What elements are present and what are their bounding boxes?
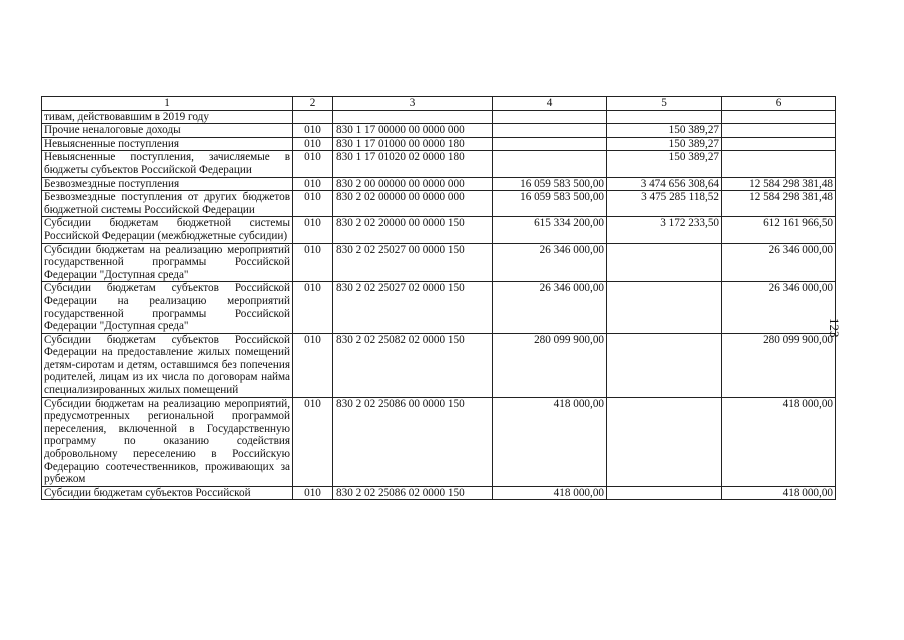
row-name-cell: Субсидии бюджетам бюджетной системы Российской Федерации (межбюджетные субсидии) bbox=[42, 217, 293, 243]
row-code-cell: 010 bbox=[293, 177, 333, 191]
row-name-cell: Субсидии бюджетам на реализацию мероприятий государственной программы Российской Федерации "Доступная среда" bbox=[42, 243, 293, 282]
table-row bbox=[42, 486, 836, 500]
row-value-col4-cell bbox=[493, 110, 607, 124]
column-header-6: 6 bbox=[722, 97, 836, 111]
row-value-col6-cell bbox=[722, 137, 836, 151]
row-value-col5-cell bbox=[607, 110, 722, 124]
budget-table-body bbox=[42, 97, 836, 500]
row-value-col4-cell: 16 059 583 500,00 bbox=[493, 191, 607, 217]
row-value-col4-cell bbox=[493, 151, 607, 177]
row-value-col5-cell bbox=[607, 333, 722, 397]
row-value-col5-cell bbox=[607, 397, 722, 486]
column-header-5: 5 bbox=[607, 97, 722, 111]
row-value-col6-cell: 418 000,00 bbox=[722, 397, 836, 486]
budget-table bbox=[41, 96, 836, 500]
table-row bbox=[42, 191, 836, 217]
row-value-col4-cell: 615 334 200,00 bbox=[493, 217, 607, 243]
table-row bbox=[42, 124, 836, 138]
row-name-cell: тивам, действовавшим в 2019 году bbox=[42, 110, 293, 124]
row-code-cell: 010 bbox=[293, 217, 333, 243]
row-code-cell: 010 bbox=[293, 333, 333, 397]
table-row bbox=[42, 217, 836, 243]
row-code-cell bbox=[293, 110, 333, 124]
row-code-cell: 010 bbox=[293, 191, 333, 217]
row-name-cell: Субсидии бюджетам на реализацию мероприятий, предусмотренных региональной программой переселения, включенной в Государственную программу по оказанию содействия добровольному переселению в Российскую Федерацию соотечественников, проживающих за рубежом bbox=[42, 397, 293, 486]
row-value-col4-cell: 16 059 583 500,00 bbox=[493, 177, 607, 191]
row-value-col6-cell: 26 346 000,00 bbox=[722, 282, 836, 333]
row-value-col4-cell: 418 000,00 bbox=[493, 486, 607, 500]
row-value-col6-cell bbox=[722, 151, 836, 177]
table-row bbox=[42, 177, 836, 191]
row-value-col6-cell: 418 000,00 bbox=[722, 486, 836, 500]
table-row bbox=[42, 333, 836, 397]
row-value-col5-cell bbox=[607, 486, 722, 500]
row-kbk-cell: 830 2 02 20000 00 0000 150 bbox=[333, 217, 493, 243]
row-code-cell: 010 bbox=[293, 397, 333, 486]
row-kbk-cell: 830 2 02 00000 00 0000 000 bbox=[333, 191, 493, 217]
row-name-cell: Невыясненные поступления bbox=[42, 137, 293, 151]
row-code-cell: 010 bbox=[293, 137, 333, 151]
row-code-cell: 010 bbox=[293, 486, 333, 500]
row-kbk-cell: 830 2 00 00000 00 0000 000 bbox=[333, 177, 493, 191]
row-kbk-cell bbox=[333, 110, 493, 124]
column-header-1: 1 bbox=[42, 97, 293, 111]
row-value-col6-cell: 12 584 298 381,48 bbox=[722, 177, 836, 191]
row-name-cell: Безвозмездные поступления от других бюджетов бюджетной системы Российской Федерации bbox=[42, 191, 293, 217]
row-value-col5-cell: 150 389,27 bbox=[607, 137, 722, 151]
row-code-cell: 010 bbox=[293, 243, 333, 282]
row-name-cell: Субсидии бюджетам субъектов Российской Федерации на реализацию мероприятий государственной программы Российской Федерации "Доступная среда" bbox=[42, 282, 293, 333]
row-value-col5-cell bbox=[607, 243, 722, 282]
row-value-col4-cell: 26 346 000,00 bbox=[493, 282, 607, 333]
row-kbk-cell: 830 2 02 25086 02 0000 150 bbox=[333, 486, 493, 500]
row-value-col4-cell: 280 099 900,00 bbox=[493, 333, 607, 397]
column-header-4: 4 bbox=[493, 97, 607, 111]
row-kbk-cell: 830 1 17 01000 00 0000 180 bbox=[333, 137, 493, 151]
row-value-col4-cell: 26 346 000,00 bbox=[493, 243, 607, 282]
table-row bbox=[42, 243, 836, 282]
row-code-cell: 010 bbox=[293, 151, 333, 177]
row-name-cell: Субсидии бюджетам субъектов Российской Федерации на предоставление жилых помещений детям-сиротам и детям, оставшимся без попечения родителей, лицам из их числа по договорам найма специализированных жилых помещений bbox=[42, 333, 293, 397]
row-name-cell: Прочие неналоговые доходы bbox=[42, 124, 293, 138]
row-value-col5-cell: 3 172 233,50 bbox=[607, 217, 722, 243]
row-name-cell: Субсидии бюджетам субъектов Российской bbox=[42, 486, 293, 500]
row-code-cell: 010 bbox=[293, 282, 333, 333]
row-value-col5-cell: 3 474 656 308,64 bbox=[607, 177, 722, 191]
row-value-col5-cell: 150 389,27 bbox=[607, 124, 722, 138]
table-row bbox=[42, 282, 836, 333]
row-value-col4-cell: 418 000,00 bbox=[493, 397, 607, 486]
row-value-col6-cell: 26 346 000,00 bbox=[722, 243, 836, 282]
row-value-col6-cell bbox=[722, 124, 836, 138]
row-value-col6-cell bbox=[722, 110, 836, 124]
row-value-col4-cell bbox=[493, 124, 607, 138]
row-kbk-cell: 830 2 02 25082 02 0000 150 bbox=[333, 333, 493, 397]
row-value-col5-cell bbox=[607, 282, 722, 333]
row-name-cell: Безвозмездные поступления bbox=[42, 177, 293, 191]
row-value-col6-cell: 612 161 966,50 bbox=[722, 217, 836, 243]
table-row bbox=[42, 397, 836, 486]
row-value-col4-cell bbox=[493, 137, 607, 151]
row-kbk-cell: 830 1 17 00000 00 0000 000 bbox=[333, 124, 493, 138]
column-header-3: 3 bbox=[333, 97, 493, 111]
row-kbk-cell: 830 2 02 25086 00 0000 150 bbox=[333, 397, 493, 486]
row-name-cell: Невыясненные поступления, зачисляемые в бюджеты субъектов Российской Федерации bbox=[42, 151, 293, 177]
row-kbk-cell: 830 2 02 25027 00 0000 150 bbox=[333, 243, 493, 282]
table-row bbox=[42, 137, 836, 151]
row-value-col6-cell: 280 099 900,00 bbox=[722, 333, 836, 397]
row-code-cell: 010 bbox=[293, 124, 333, 138]
row-kbk-cell: 830 2 02 25027 02 0000 150 bbox=[333, 282, 493, 333]
row-value-col6-cell: 12 584 298 381,48 bbox=[722, 191, 836, 217]
page-number: 123 bbox=[827, 318, 842, 338]
row-value-col5-cell: 3 475 285 118,52 bbox=[607, 191, 722, 217]
table-header-row bbox=[42, 97, 836, 111]
row-value-col5-cell: 150 389,27 bbox=[607, 151, 722, 177]
table-row bbox=[42, 110, 836, 124]
table-row bbox=[42, 151, 836, 177]
column-header-2: 2 bbox=[293, 97, 333, 111]
row-kbk-cell: 830 1 17 01020 02 0000 180 bbox=[333, 151, 493, 177]
